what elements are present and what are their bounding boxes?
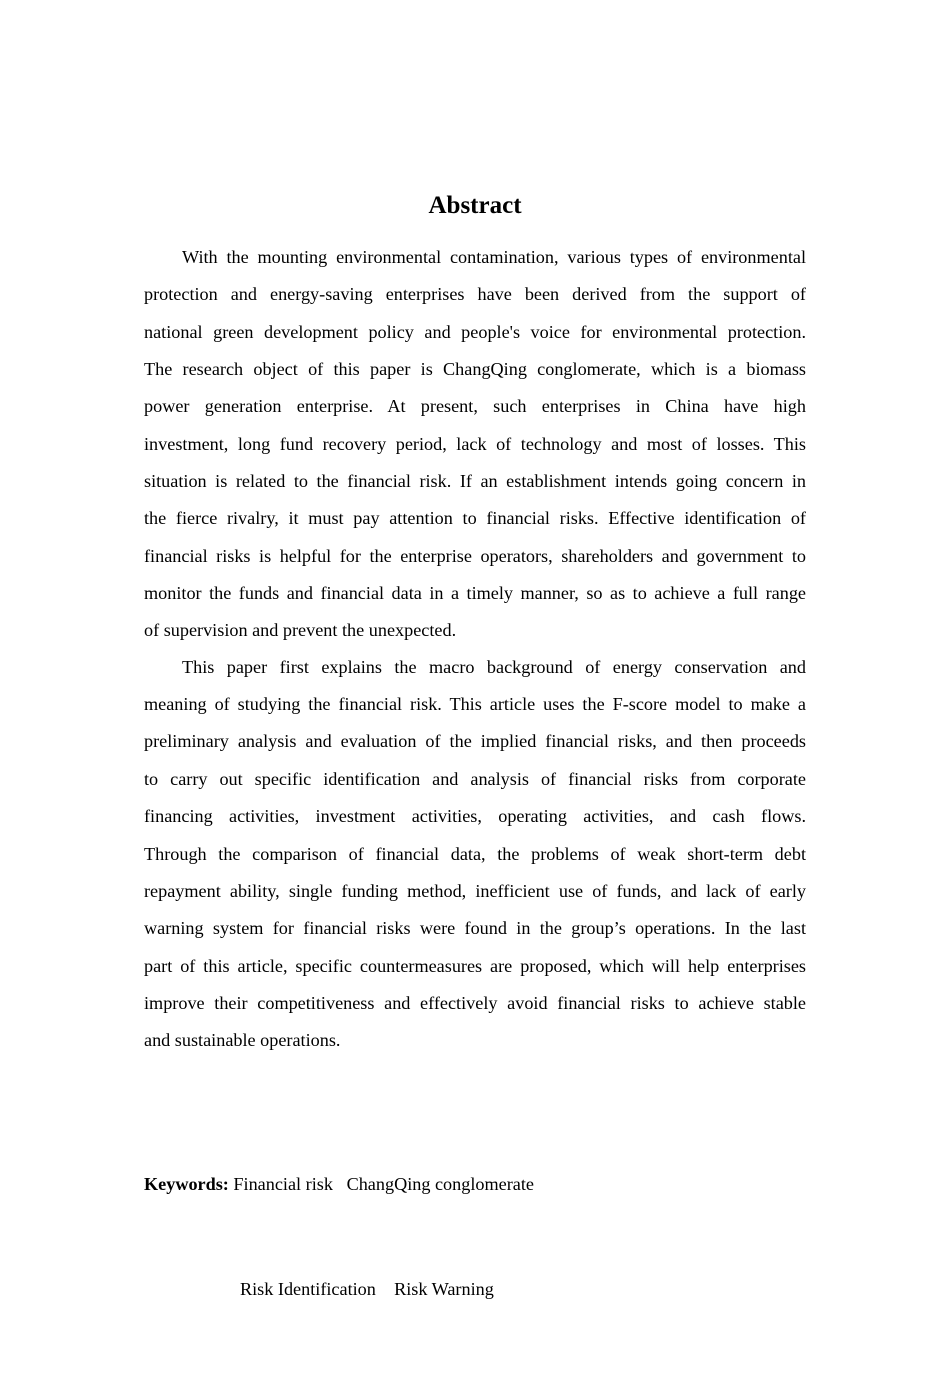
paragraph-line: national green development policy and people's voice for environmental protection. (144, 321, 806, 342)
paragraph-line: The research object of this paper is ChangQing conglomerate, which is a biomass (144, 359, 806, 380)
paragraph-line: monitor the funds and financial data in a timely manner, so as to achieve a full range (144, 583, 806, 604)
keyword: Risk Warning (394, 1279, 494, 1299)
abstract-paragraph-1 (144, 239, 806, 650)
keyword: ChangQing conglomerate (346, 1174, 534, 1194)
keyword: Risk Identification (240, 1279, 376, 1299)
paragraph-line: preliminary analysis and evaluation of the implied financial risks, and then proceeds (144, 731, 806, 752)
paragraph-line: power generation enterprise. At present, such enterprises in China have high (144, 396, 806, 417)
paragraph-line: meaning of studying the financial risk. This article uses the F-score model to make a (144, 694, 806, 715)
paragraph-line: repayment ability, single funding method, inefficient use of funds, and lack of early (144, 880, 806, 901)
paragraph-line: With the mounting environmental contamination, various types of environmental (182, 247, 806, 267)
abstract-title: Abstract (428, 192, 522, 219)
abstract-paragraph-2 (144, 649, 806, 1060)
abstract-body (144, 239, 806, 1060)
keywords-row-2 (144, 1272, 534, 1307)
keywords-section (144, 1097, 534, 1377)
paragraph-line: to carry out specific identification and analysis of financial risks from corporate (144, 768, 806, 789)
paragraph-line: financial risks is helpful for the enterprise operators, shareholders and government to (144, 545, 806, 566)
paragraph-line: financing activities, investment activities, operating activities, and cash flows. (144, 806, 806, 827)
paragraph-line: warning system for financial risks were found in the group’s operations. In the last (144, 918, 806, 939)
paragraph-line: improve their competitiveness and effectively avoid financial risks to achieve stable (144, 992, 806, 1013)
paragraph-line: Through the comparison of financial data, the problems of weak short-term debt (144, 843, 806, 864)
paragraph-line: of supervision and prevent the unexpected. (144, 620, 457, 641)
keyword: Financial risk (233, 1174, 333, 1194)
paragraph-line: protection and energy-saving enterprises have been derived from the support of (144, 284, 806, 305)
keywords-row-1 (144, 1167, 534, 1202)
paragraph-line: part of this article, specific countermeasures are proposed, which will help enterprises (144, 955, 806, 976)
paragraph-line: situation is related to the financial risk. If an establishment intends going concern in (144, 471, 806, 492)
keywords-label: Keywords: (144, 1174, 229, 1194)
paragraph-line: This paper first explains the macro background of energy conservation and (182, 656, 806, 677)
paragraph-line: the fierce rivalry, it must pay attention to financial risks. Effective identification of (144, 508, 806, 529)
paragraph-line: and sustainable operations. (144, 1030, 341, 1051)
paragraph-line: investment, long fund recovery period, lack of technology and most of losses. This (144, 433, 806, 454)
